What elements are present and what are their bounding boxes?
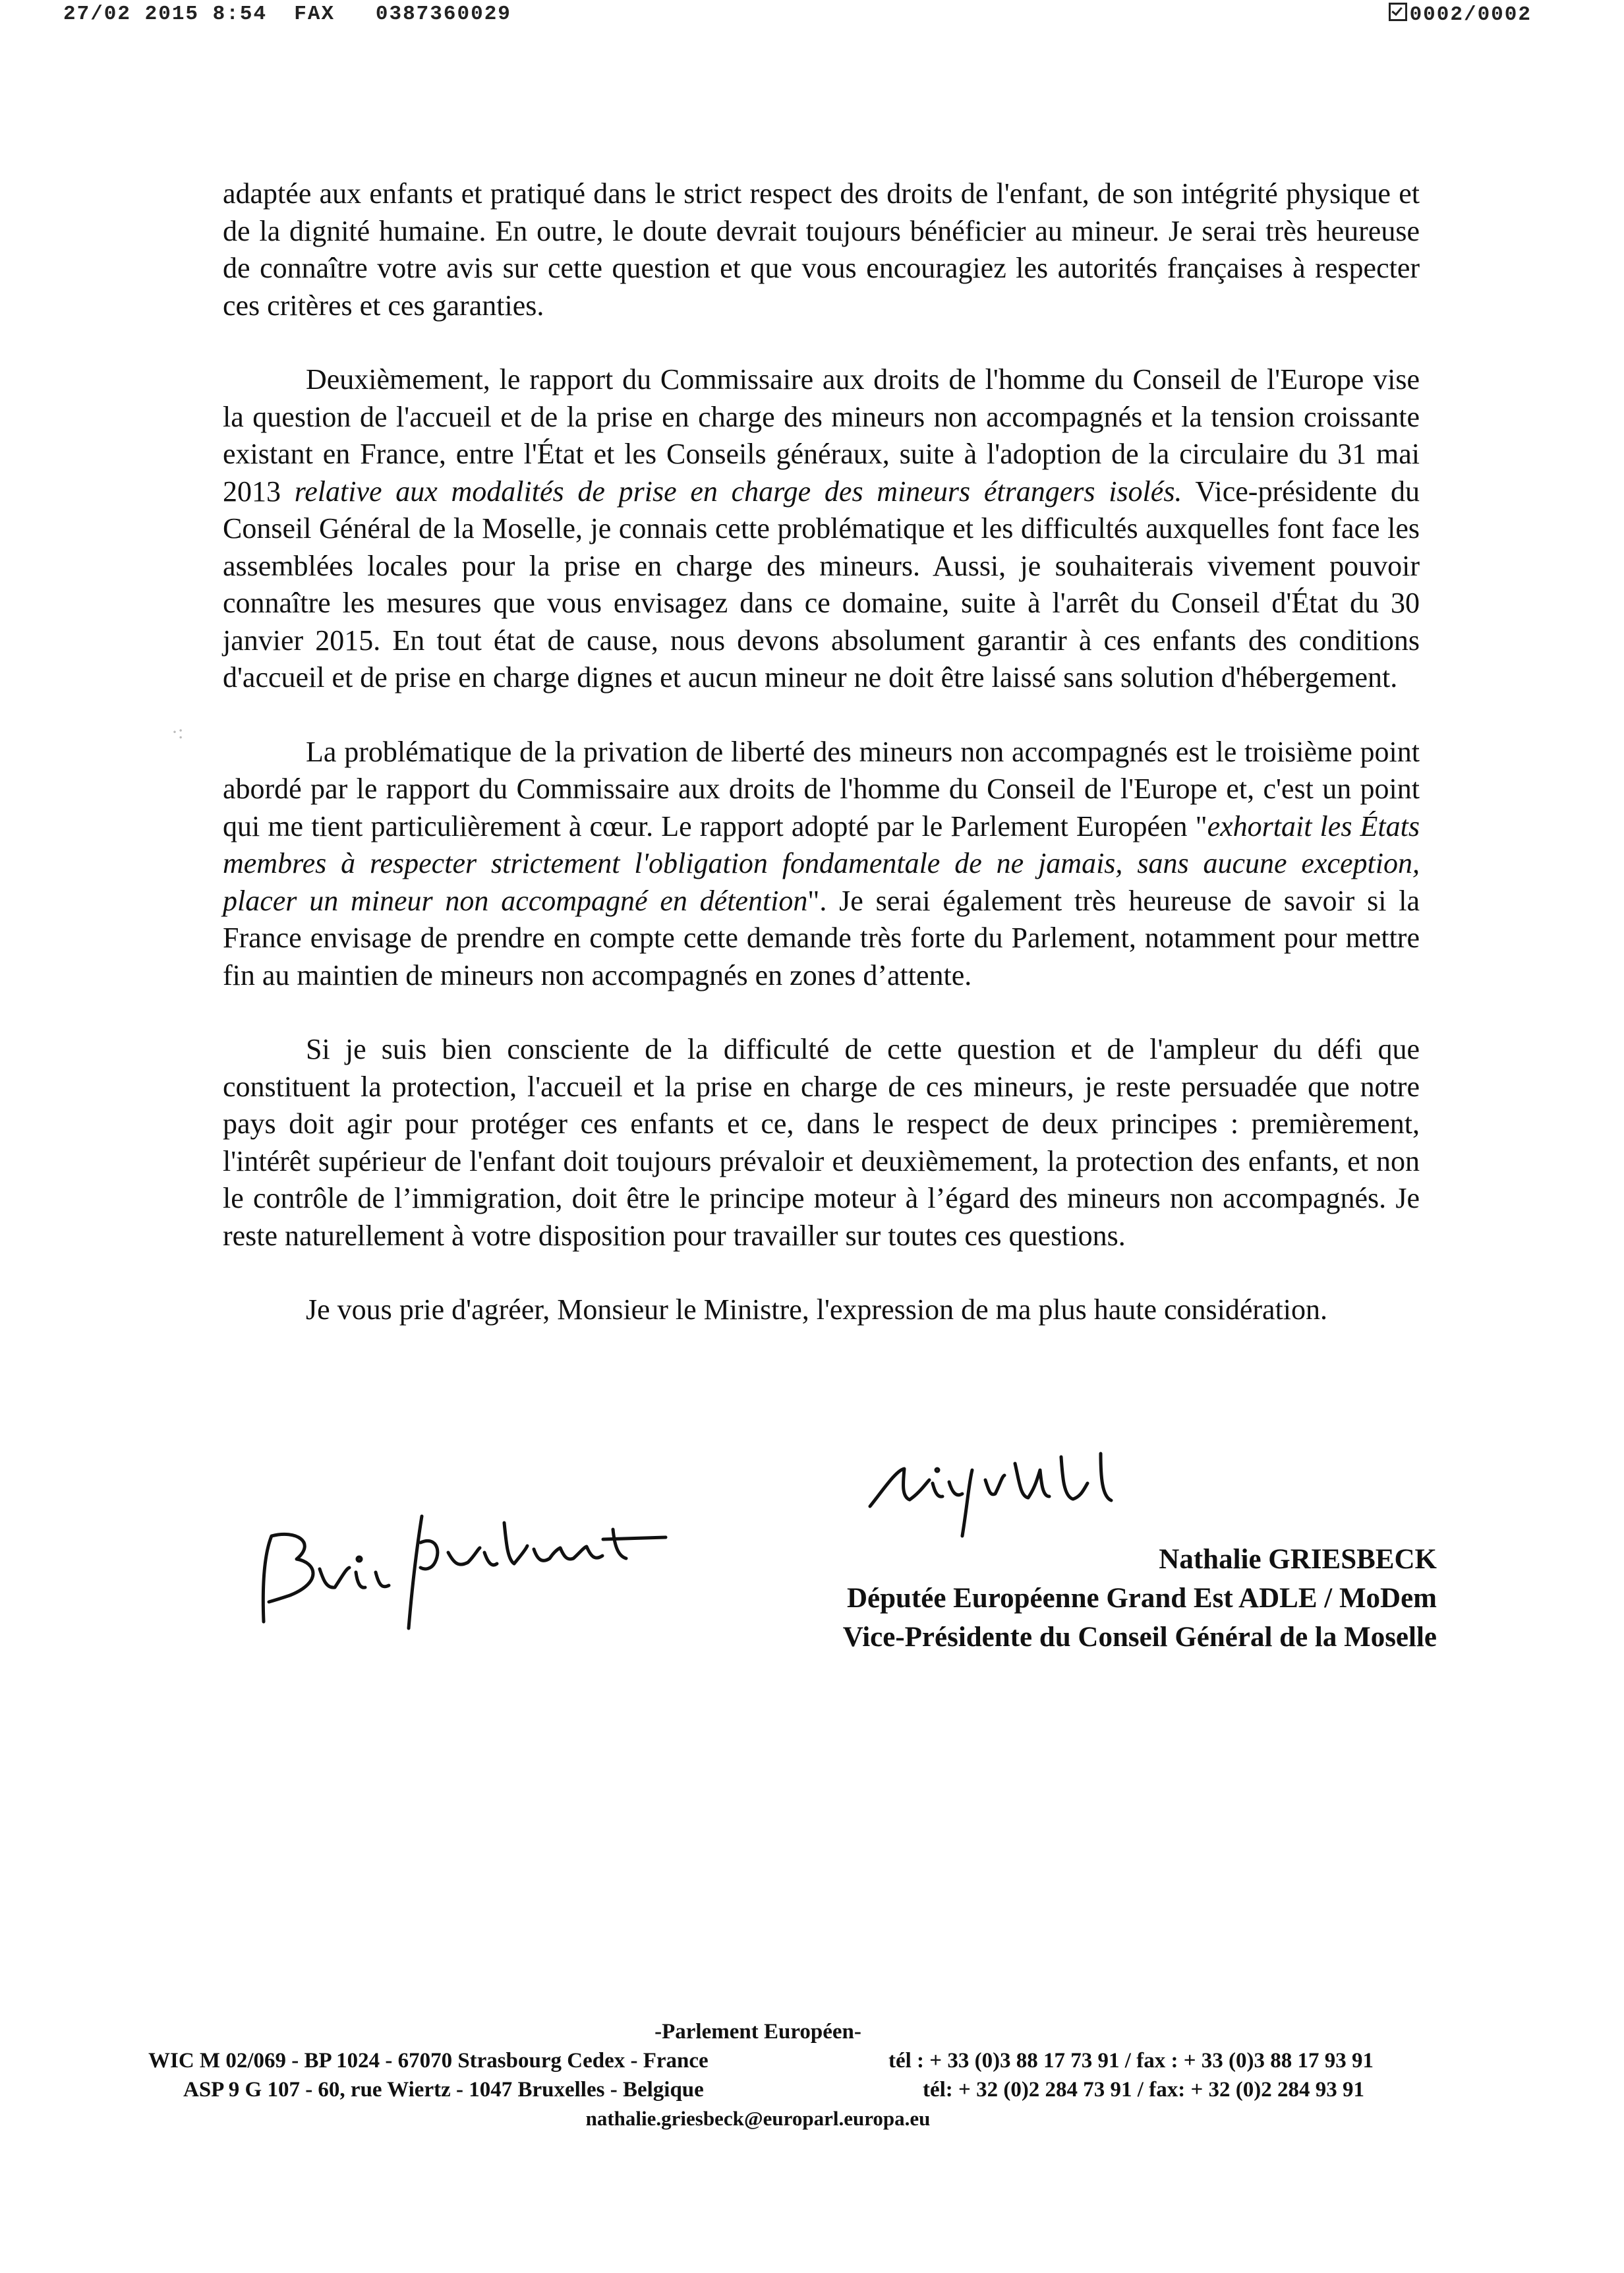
fax-header (63, 3, 1532, 37)
scan-speck: ·: (171, 721, 184, 743)
signer-title-1: Députée Européenne Grand Est ADLE / MoDem (846, 1583, 1437, 1614)
paragraph-3-text-a: La problématique de la privation de liberté des mineurs non accompagnés est le troisième point abordé par le rapport du Commissaire aux droits de l'homme du Conseil de l'Europe et, c'est un point qui me tient particulièrement à cœur. Le rapport adopté par le Parlement Européen " (223, 735, 1420, 842)
signature-block (712, 1540, 1437, 1657)
paragraph-3-text-b: ". Je serai également très heureuse de savoir si la France envisage de prendre en compte cette demande très forte du Parlement, notamment pour mettre fin au maintien de mineurs non accompagnés en zones d’attente. (223, 884, 1420, 991)
footer-organization: -Parlement Européen- (654, 2020, 861, 2044)
paragraph-2-text-b: Vice-présidente du Conseil Général de la Moselle, je connais cette problématique et les difficultés auxquelles font face les assemblées locales pour la prise en charge des mineurs. Aussi, je souhaiterais vivement pouvoir connaître les mesures que vous envisagez dans ce domaine, suite à l'arrêt du Conseil d'État du 30 janvier 2015. En tout état de cause, nous devons absolument garantir à ces enfants des conditions d'accueil et de prise en charge dignes et aucun mineur ne doit être laissé sans solution d'hébergement. (223, 475, 1420, 694)
footer-phone-brussels: tél: + 32 (0)2 284 73 91 / fax: + 32 (0)2 284 93 91 (922, 2078, 1364, 2102)
checkbox-icon (1389, 3, 1407, 21)
closing-formula: Je vous prie d'agréer, Monsieur le Ministre, l'expression de ma plus haute considération. (306, 1293, 1328, 1326)
footer-strasbourg-row (132, 2046, 1384, 2075)
fax-page-counter (1389, 3, 1532, 26)
signer-name: Nathalie GRIESBECK (1159, 1544, 1437, 1575)
footer-phone-strasbourg: tél : + 33 (0)3 88 17 73 91 / fax : + 33 (0)3 88 17 93 91 (888, 2049, 1374, 2073)
handwritten-note (244, 1490, 705, 1635)
paragraph-1: adaptée aux enfants et pratiqué dans le strict respect des droits de l'enfant, de son intégrité physique et de la dignité humaine. En outre, le doute devrait toujours bénéficier au mineur. Je serai très heureuse de connaître votre avis sur cette question et que vous encouragiez les autorités françaises à respecter ces critères et ces garanties. (223, 177, 1420, 322)
letter-body (223, 175, 1420, 1329)
handwritten-signature (863, 1444, 1232, 1543)
paragraph-2-text-a: Deuxièmement, le rapport du Commissaire aux droits de l'homme du Conseil de l'Europe vise la question de l'accueil et de la prise en charge des mineurs non accompagnés et la tension croissante existant en France, entre l'État et les Conseils généraux, suite à l'adoption de la circulaire du 31 mai 2013 (223, 363, 1420, 508)
signer-title-2: Vice-Présidente du Conseil Général de la Moselle (842, 1622, 1437, 1653)
footer-address-brussels: ASP 9 G 107 - 60, rue Wiertz - 1047 Bruxelles - Belgique (183, 2078, 704, 2102)
paragraph-2 (223, 361, 1420, 697)
paragraph-4: Si je suis bien consciente de la difficulté de cette question et de l'ampleur du défi que constituent la protection, l'accueil et la prise en charge de ces mineurs, je reste persuadée que notre pays doit agir pour protéger ces enfants et ce, dans le respect de deux principes : premièrement, l'intérêt supérieur de l'enfant doit toujours prévaloir et deuxièmement, la protection des enfants, et non le contrôle de l’immigration, doit être le principe moteur à l’égard des mineurs non accompagnés. Je reste naturellement à votre disposition pour travailler sur toutes ces questions. (223, 1033, 1420, 1252)
fax-transmission-info: 27/02 2015 8:54 FAX 0387360029 (63, 3, 511, 26)
circular-title: relative aux modalités de prise en charge des mineurs étrangers isolés. (294, 475, 1182, 508)
footer-email[interactable]: nathalie.griesbeck@europarl.europa.eu (585, 2107, 931, 2130)
paragraph-3 (223, 734, 1420, 995)
letterhead-footer (132, 2017, 1384, 2133)
parliament-quote: exhortait les États membres à respecter strictement l'obligation fondamentale de ne jamais, sans aucune exception, placer un mineur non accompagné en détention (223, 810, 1420, 917)
footer-address-strasbourg: WIC M 02/069 - BP 1024 - 67070 Strasbourg Cedex - France (148, 2049, 709, 2073)
footer-brussels-row (132, 2075, 1384, 2104)
fax-page-number: 0002/0002 (1409, 3, 1532, 26)
